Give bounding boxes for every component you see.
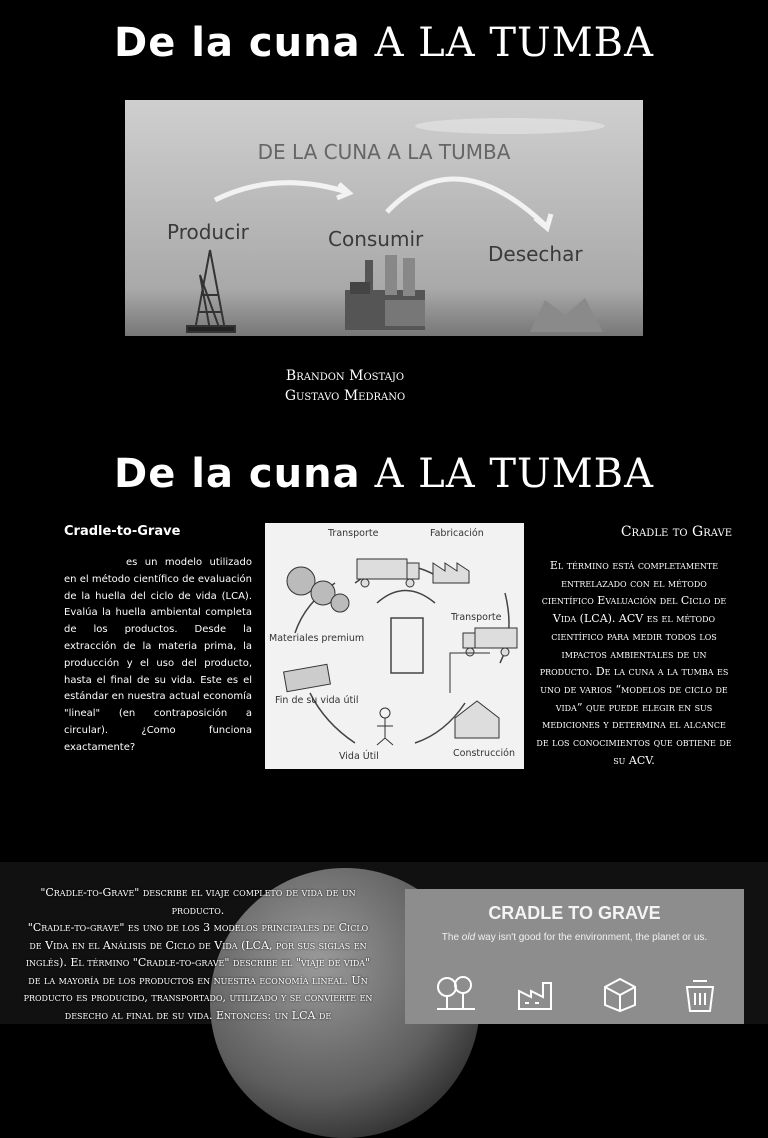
- left-heading: Cradle-to-Grave: [64, 524, 181, 539]
- factory-sketch-icon: [433, 563, 469, 583]
- rubble-icon: [530, 298, 603, 332]
- box-outline-icon: [597, 973, 643, 1013]
- author-2: Gustavo Medrano: [284, 388, 406, 404]
- truck-icon-top: [357, 559, 419, 587]
- illustration-arrows: [125, 100, 643, 336]
- diagram-label-construccion: Construcción: [453, 748, 515, 759]
- person-icon: [377, 708, 393, 745]
- authors: [0, 366, 690, 406]
- right-column: [536, 524, 732, 769]
- diagram-label-fin-vida: Fin de su vida útil: [275, 695, 359, 706]
- stage-desechar: Desechar: [488, 242, 583, 266]
- card-subtitle: The old way isn't good for the environment, the planet or us.: [441, 932, 708, 943]
- card-title: CRADLE TO GRAVE: [488, 903, 661, 923]
- slide2-title-part1: De la cuna: [114, 451, 361, 497]
- diagram-label-transporte-2: Transporte: [451, 612, 502, 623]
- crane-icon: [450, 653, 490, 693]
- oil-derrick-icon: [187, 250, 235, 332]
- slide1-title: [0, 20, 768, 66]
- slide2-title: [0, 451, 768, 497]
- right-heading: Cradle to Grave: [620, 524, 732, 540]
- diagram-label-materiales: Materiales premium: [269, 633, 365, 644]
- slide3-paragraph-2: "Cradle-to-grave" es uno de los 3 modelos principales de Ciclo de Vida en el Análisis de Ciclo de Vida (LCA, por sus siglas en inglés). El término "Cradle-to-grave" describe el "viaje de vida" de la mayoría de los productos en nuestra economía lineal. Un producto es producido, transportado, utilizado y se convierte en desecho al final de su vida. Entonces: un LCA de: [23, 921, 373, 1022]
- diagram-label-fabricacion: Fabricación: [430, 528, 484, 539]
- right-body: El término está completamente entrelazado con el método científico Evaluación del Ciclo de Vida (LCA). ACV es el método científico para medir todos los impactos ambientales de un producto. De la cuna a la tumba es uno de varios “modelos de ciclo de vida” que puede elegir en sus mediciones y determina el alcance de los conocimientos que obtiene de su ACV.: [536, 559, 732, 767]
- diagram-label-transporte-1: Transporte: [328, 528, 379, 539]
- illustration-heading: DE LA CUNA A LA TUMBA: [257, 140, 511, 164]
- left-body: es un modelo utilizado en el método científico de evaluación de la huella del ciclo de vida (LCA). Evalúa la huella ambiental completa de los productos. Desde la extracción de la materia prima, la producción y el uso del producto, hasta el final de su vida. Este es el estándar en nuestra actual economía "lineal" (en contraposición a circular). ¿Como funciona exactamente?: [64, 557, 252, 753]
- lifecycle-diagram: [265, 523, 524, 769]
- slide3-paragraph-1: "Cradle-to-Grave" describe el viaje completo de vida de un producto.: [40, 886, 356, 917]
- factory-outline-icon: [515, 973, 561, 1013]
- cradle-to-grave-card: [405, 889, 744, 1024]
- factory-icon: [345, 255, 425, 330]
- slide2-title-part2: A LA TUMBA: [374, 451, 654, 497]
- left-column: [64, 524, 252, 757]
- lifecycle-sketch: [265, 523, 524, 769]
- stage-producir: Producir: [167, 220, 249, 244]
- materials-icon: [284, 664, 331, 691]
- cradle-to-grave-illustration: [125, 100, 643, 336]
- slide3-text: [22, 884, 374, 1024]
- building-icon: [455, 701, 499, 738]
- diagram-label-vida-util: Vida Útil: [339, 751, 379, 762]
- trees-outline-icon: [433, 973, 479, 1013]
- author-1: Brandon Mostajo: [285, 368, 405, 384]
- trees-icon: [287, 567, 349, 612]
- trash-bin-icon: [677, 973, 723, 1013]
- stage-consumir: Consumir: [328, 227, 424, 251]
- truck-icon-right: [463, 628, 517, 656]
- slide1-title-part2: A LA TUMBA: [374, 20, 654, 66]
- slide1-title-part1: De la cuna: [114, 20, 361, 66]
